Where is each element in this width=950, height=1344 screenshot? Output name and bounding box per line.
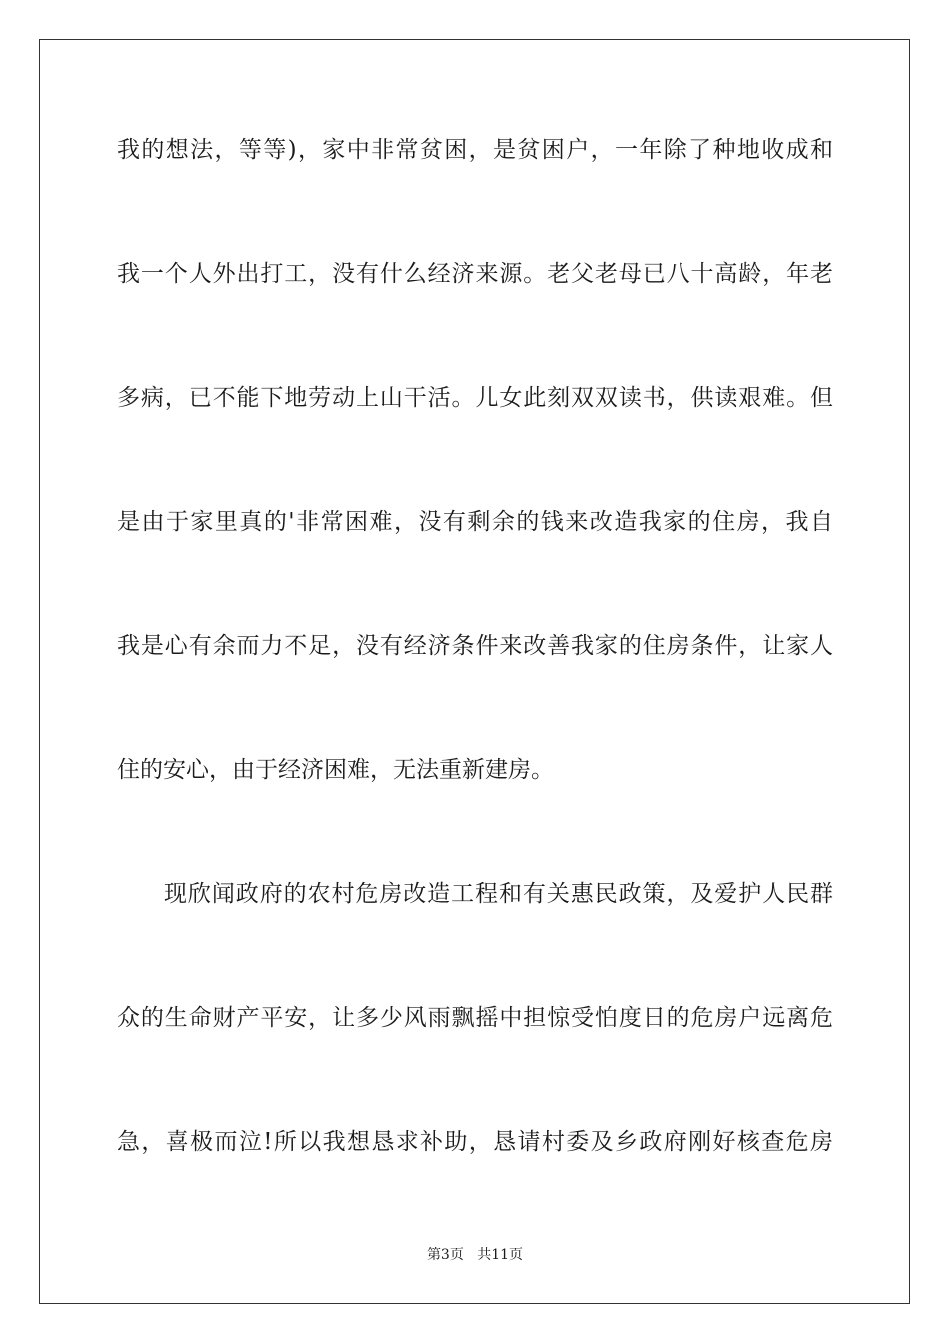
page-number-total: 共11页 [477, 1247, 524, 1263]
text-line: 多病，已不能下地劳动上山干活。儿女此刻双双读书，供读艰难。但 [117, 385, 833, 411]
text-line: 众的生命财产平安，让多少风雨飘摇中担惊受怕度日的危房户远离危 [117, 1005, 833, 1031]
text-line: 是由于家里真的'非常困难，没有剩余的钱来改造我家的住房，我自 [117, 509, 833, 535]
page-footer [0, 1246, 950, 1264]
text-line: 急，喜极而泣!所以我想恳求补助，恳请村委及乡政府刚好核查危房 [117, 1129, 833, 1155]
page-border [39, 39, 910, 1304]
text-line: 我的想法，等等)，家中非常贫困，是贫困户，一年除了种地收成和 [117, 137, 833, 163]
text-line: 住的安心，由于经济困难，无法重新建房。 [117, 757, 554, 783]
paragraph-first-line: 现欣闻政府的农村危房改造工程和有关惠民政策，及爱护人民群 [164, 881, 833, 907]
text-line: 我是心有余而力不足，没有经济条件来改善我家的住房条件，让家人 [117, 633, 833, 659]
text-line: 我一个人外出打工，没有什么经济来源。老父老母已八十高龄，年老 [117, 261, 833, 287]
page-number-current: 第3页 [426, 1247, 464, 1263]
